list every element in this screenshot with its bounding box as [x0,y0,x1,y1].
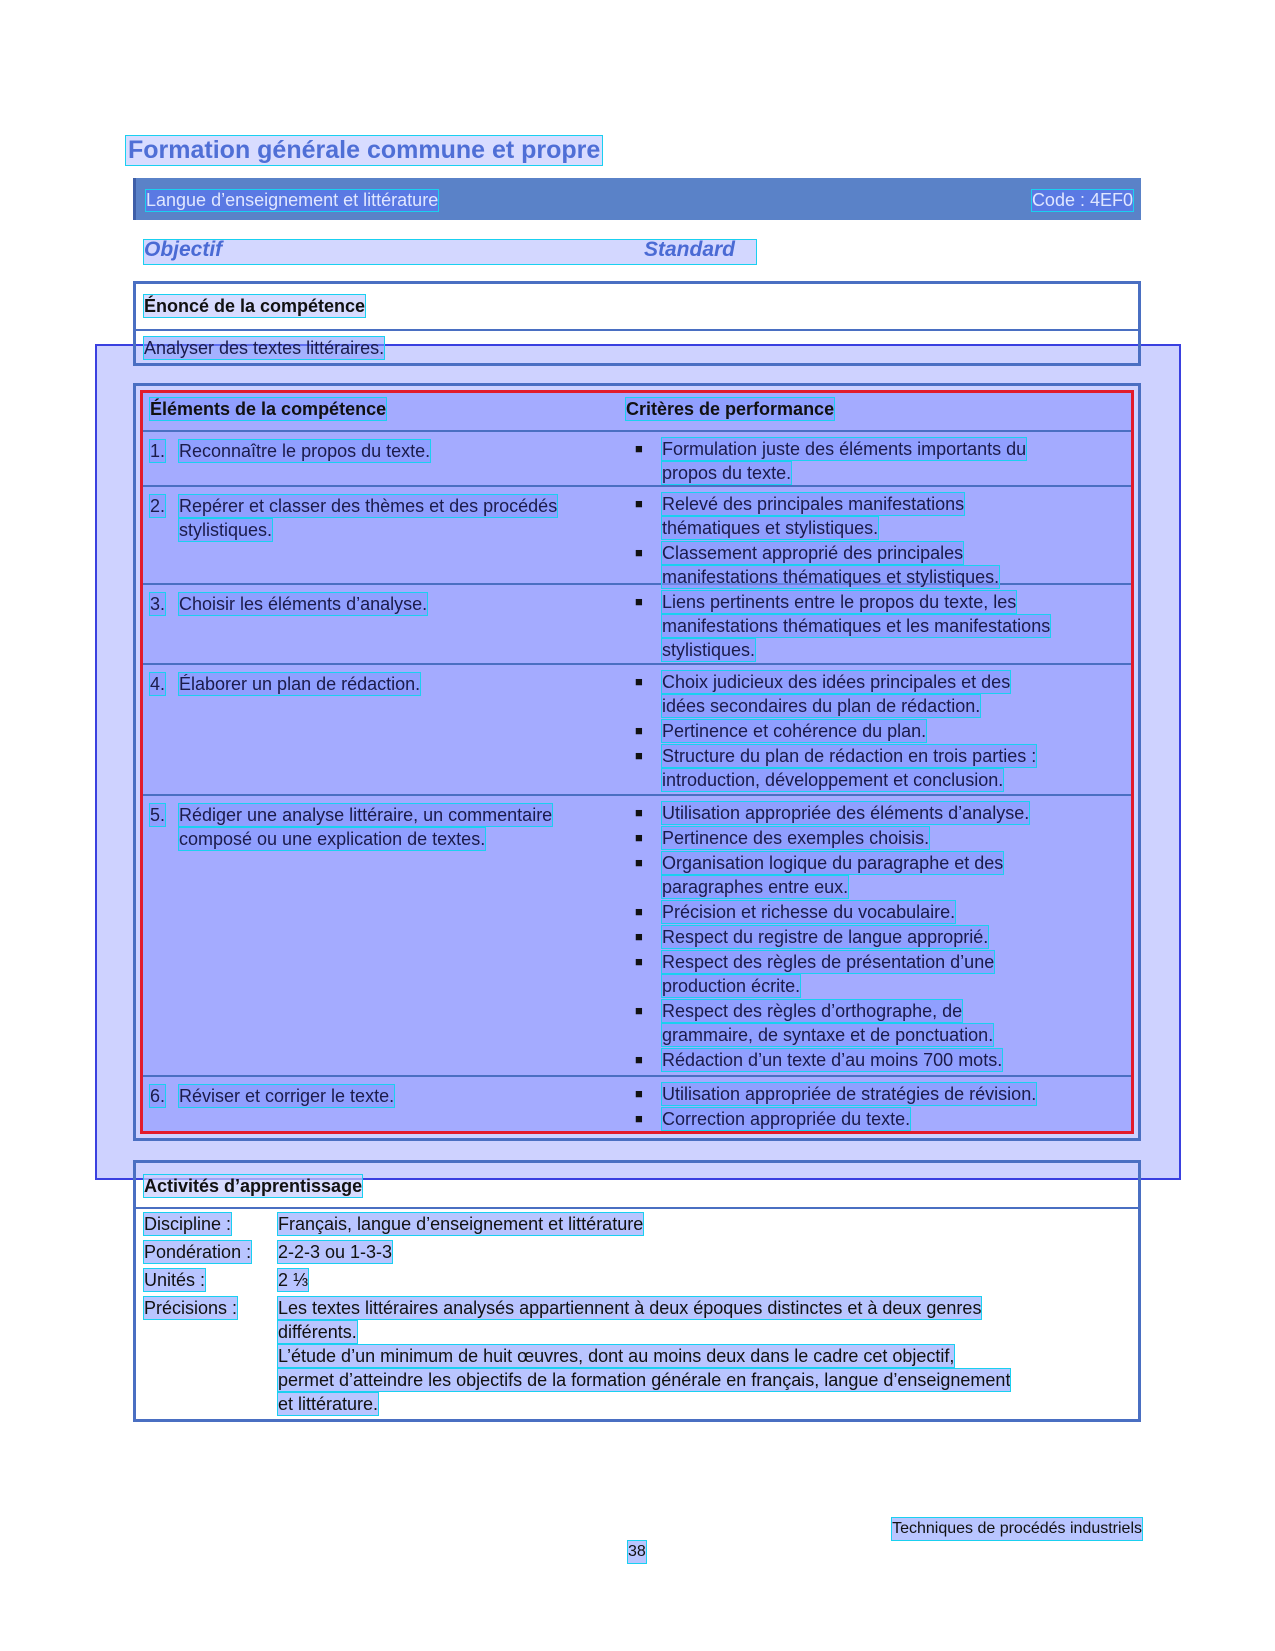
criterion-text: introduction, développement et conclusion. [662,770,1004,790]
table-row-divider [143,430,1131,432]
bullet-icon: ■ [635,594,643,609]
element-number: 3. [150,594,166,614]
criterion-text: stylistiques. [662,640,756,660]
criterion-text: manifestations thématiques et stylistiques. [662,567,1000,587]
course-header-bar [133,178,1141,220]
criterion-text: Organisation logique du paragraphe et des [662,853,1004,873]
criterion-text: paragraphes entre eux. [662,877,849,897]
competence-section [133,383,1141,1141]
criterion-text: manifestations thématiques et les manifestations [662,616,1051,636]
table-row-divider [143,794,1131,796]
criterion-text: Structure du plan de rédaction en trois parties : [662,746,1037,766]
activites-divider [136,1207,1138,1209]
enonce-text: Analyser des textes littéraires. [144,338,385,358]
bullet-icon: ■ [635,1003,643,1018]
element-text: stylistiques. [179,520,273,540]
bullet-icon: ■ [635,1086,643,1101]
criterion-text: Utilisation appropriée de stratégies de révision. [662,1084,1037,1104]
footer-program: Techniques de procédés industriels [892,1518,1142,1540]
criterion-text: Formulation juste des éléments importants du [662,439,1027,459]
criterion-text: propos du texte. [662,463,792,483]
page-number: 38 [628,1541,646,1563]
criterion-text: Correction appropriée du texte. [662,1109,911,1129]
criterion-text: Respect des règles de présentation d’une [662,952,995,972]
bullet-icon: ■ [635,929,643,944]
precisions-line: différents. [278,1322,357,1342]
criterion-text: idées secondaires du plan de rédaction. [662,696,981,716]
ponderation-value: 2-2-3 ou 1-3-3 [278,1242,393,1262]
bullet-icon: ■ [635,723,643,738]
element-number: 6. [150,1086,166,1106]
bullet-icon: ■ [635,748,643,763]
bullet-icon: ■ [635,855,643,870]
element-text: Élaborer un plan de rédaction. [179,674,421,694]
activites-heading: Activités d’apprentissage [144,1176,363,1196]
table-row-divider [143,663,1131,665]
bullet-icon: ■ [635,1052,643,1067]
bullet-icon: ■ [635,545,643,560]
enonce-divider [136,329,1138,331]
criterion-text: Respect du registre de langue approprié. [662,927,989,947]
discipline-value: Français, langue d’enseignement et littérature [278,1214,644,1234]
col-elements-heading: Éléments de la compétence [150,399,387,419]
element-number: 1. [150,441,166,461]
ponderation-label: Pondération : [144,1242,252,1262]
competence-table [140,390,1134,1134]
precisions-label: Précisions : [144,1298,238,1318]
bullet-icon: ■ [635,954,643,969]
criterion-text: Pertinence des exemples choisis. [662,828,930,848]
criterion-text: Respect des règles d’orthographe, de [662,1001,963,1021]
bullet-icon: ■ [635,1111,643,1126]
element-text: Choisir les éléments d’analyse. [179,594,428,614]
table-row-divider [143,485,1131,487]
element-number: 2. [150,496,166,516]
enonce-heading: Énoncé de la compétence [144,296,366,316]
table-row-divider [143,1075,1131,1077]
bullet-icon: ■ [635,805,643,820]
unites-label: Unités : [144,1270,206,1290]
element-text: Reconnaître le propos du texte. [179,441,431,461]
element-text: composé ou une explication de textes. [179,829,486,849]
precisions-line: Les textes littéraires analysés appartiennent à deux époques distinctes et à deux genres [278,1298,982,1318]
precisions-line: permet d’atteindre les objectifs de la formation générale en français, langue d’enseignement [278,1370,1011,1390]
element-number: 5. [150,805,166,825]
bullet-icon: ■ [635,904,643,919]
criterion-text: production écrite. [662,976,801,996]
precisions-line: et littérature. [278,1394,379,1414]
criterion-text: Pertinence et cohérence du plan. [662,721,927,741]
element-text: Rédiger une analyse littéraire, un commentaire [179,805,553,825]
document-title: Formation générale commune et propre [128,136,601,164]
enonce-section [133,281,1141,366]
col-criteres-heading: Critères de performance [626,399,835,419]
criterion-text: Liens pertinents entre le propos du texte, les [662,592,1017,612]
criterion-text: Choix judicieux des idées principales et des [662,672,1011,692]
criterion-text: Relevé des principales manifestations [662,494,965,514]
bullet-icon: ■ [635,674,643,689]
unites-value: 2 ⅓ [278,1270,309,1290]
element-text: Repérer et classer des thèmes et des procédés [179,496,558,516]
precisions-line: L’étude d’un minimum de huit œuvres, dont au moins deux dans le cadre cet objectif, [278,1346,955,1366]
course-name: Langue d’enseignement et littérature [146,190,439,210]
course-code: Code : 4EF0 [1031,190,1133,210]
bullet-icon: ■ [635,830,643,845]
criterion-text: thématiques et stylistiques. [662,518,879,538]
criterion-text: grammaire, de syntaxe et de ponctuation. [662,1025,994,1045]
bullet-icon: ■ [635,441,643,456]
criterion-text: Rédaction d’un texte d’au moins 700 mots. [662,1050,1003,1070]
activites-section [133,1160,1141,1422]
objectif-heading: Objectif [144,238,223,261]
standard-heading: Standard [644,238,736,261]
discipline-label: Discipline : [144,1214,232,1234]
criterion-text: Précision et richesse du vocabulaire. [662,902,956,922]
criterion-text: Utilisation appropriée des éléments d’analyse. [662,803,1030,823]
criterion-text: Classement approprié des principales [662,543,964,563]
bullet-icon: ■ [635,496,643,511]
element-text: Réviser et corriger le texte. [179,1086,395,1106]
element-number: 4. [150,674,166,694]
